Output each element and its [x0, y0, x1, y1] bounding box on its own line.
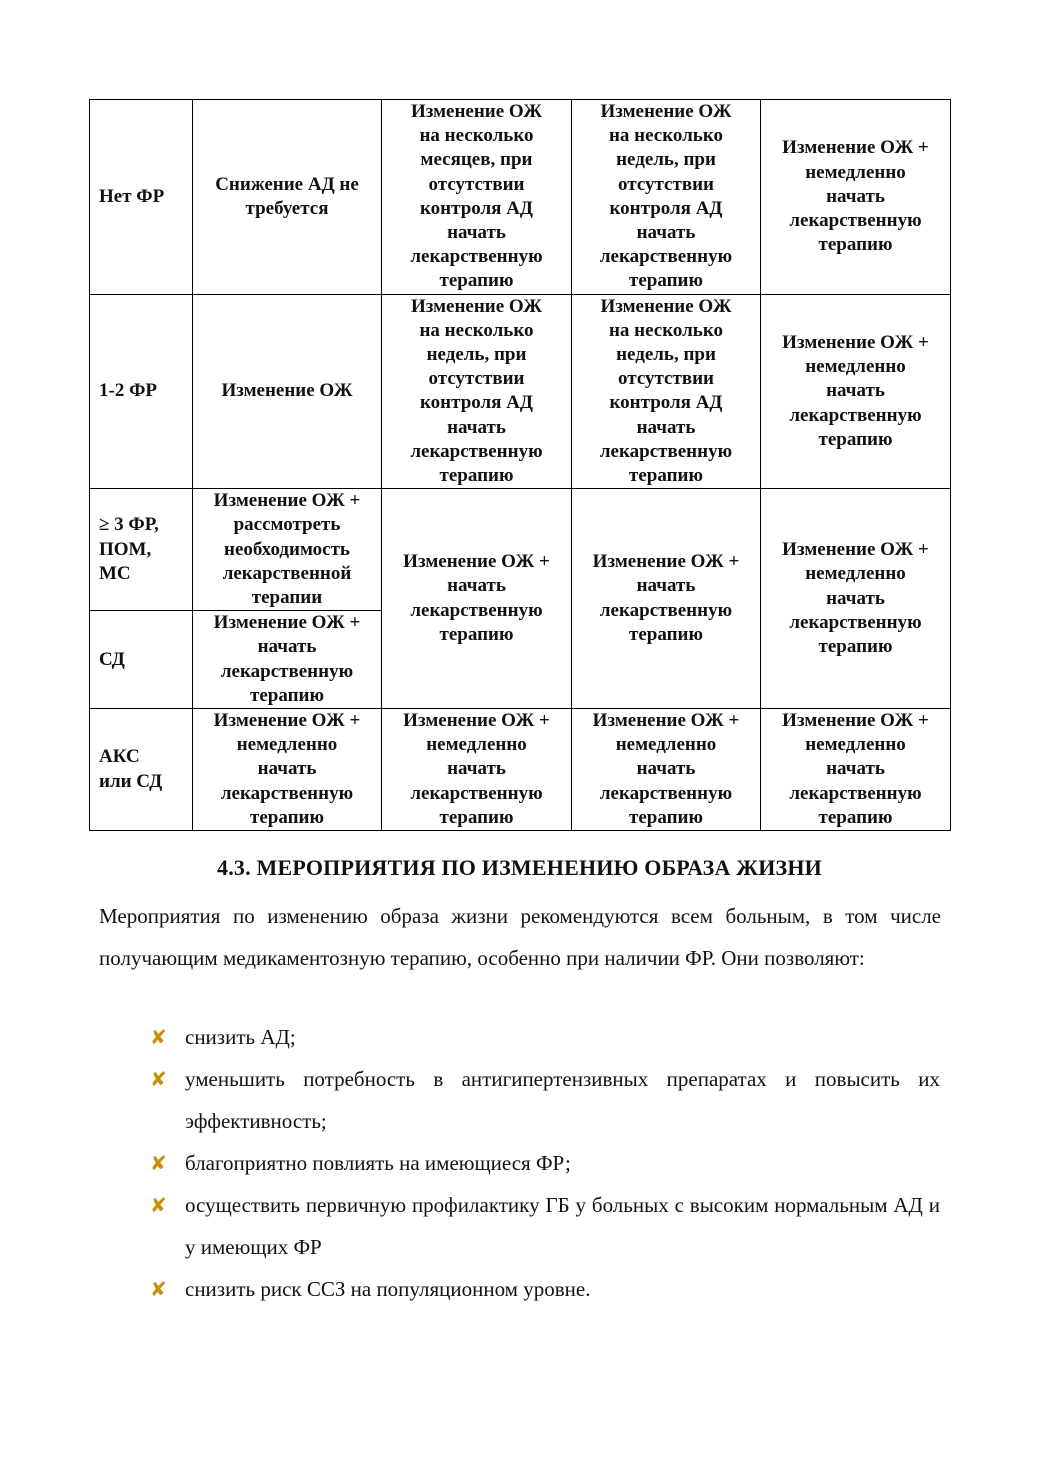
table-cell-merged: Изменение ОЖ + начать лекарственную терапию: [572, 489, 761, 709]
table-cell-merged: Изменение ОЖ + начать лекарственную терапию: [382, 489, 572, 709]
row-header: АКС или СД: [90, 709, 193, 831]
table-row: [90, 489, 951, 611]
list-item-text: осуществить первичную профилактику ГБ у больных с высоким нормальным АД и у имеющих ФР: [185, 1193, 940, 1259]
list-item-text: уменьшить потребность в антигипертензивных препаратах и повысить их эффективность;: [185, 1067, 940, 1133]
table-row: [90, 294, 951, 489]
cross-bullet-icon: ✘: [150, 1151, 167, 1175]
table-row: [90, 709, 951, 831]
intro-paragraph: Мероприятия по изменению образа жизни рекомендуются всем больным, в том числе получающим медикаментозную терапию, особенно при наличии ФР. Они позволяют:: [99, 904, 941, 970]
row-header: ≥ 3 ФР, ПОМ, МС: [90, 489, 193, 611]
row-header: СД: [90, 611, 193, 709]
list-item-text: снизить риск ССЗ на популяционном уровне.: [185, 1277, 591, 1301]
table-cell: Изменение ОЖ + немедленно начать лекарственную терапию: [761, 709, 951, 831]
table-cell: Изменение ОЖ на несколько недель, при отсутствии контроля АД начать лекарственную терапию: [572, 100, 761, 295]
cross-bullet-icon: ✘: [150, 1277, 167, 1301]
table-cell-merged: Изменение ОЖ + немедленно начать лекарственную терапию: [761, 489, 951, 709]
list-item: [150, 1184, 940, 1268]
row-header: 1-2 ФР: [90, 294, 193, 489]
table-cell: Изменение ОЖ + немедленно начать лекарственную терапию: [193, 709, 382, 831]
table-cell: Изменение ОЖ на несколько недель, при отсутствии контроля АД начать лекарственную терапию: [572, 294, 761, 489]
risk-treatment-table: [89, 99, 951, 831]
table-cell: Изменение ОЖ на несколько месяцев, при отсутствии контроля АД начать лекарственную терапию: [382, 100, 572, 295]
table-cell: Изменение ОЖ + немедленно начать лекарственную терапию: [761, 294, 951, 489]
benefits-list: [150, 1016, 940, 1310]
table-row: [90, 100, 951, 295]
table-cell: Изменение ОЖ на несколько недель, при отсутствии контроля АД начать лекарственную терапию: [382, 294, 572, 489]
table-cell: Изменение ОЖ + начать лекарственную терапию: [193, 611, 382, 709]
table-cell: Изменение ОЖ: [193, 294, 382, 489]
table-cell: Изменение ОЖ + рассмотреть необходимость лекарственной терапии: [193, 489, 382, 611]
cross-bullet-icon: ✘: [150, 1025, 167, 1049]
cross-bullet-icon: ✘: [150, 1067, 167, 1091]
list-item: [150, 1268, 940, 1310]
table-cell: Изменение ОЖ + немедленно начать лекарственную терапию: [761, 100, 951, 295]
table-cell: Снижение АД не требуется: [193, 100, 382, 295]
row-header: Нет ФР: [90, 100, 193, 295]
list-item-text: благоприятно повлиять на имеющиеся ФР;: [185, 1151, 571, 1175]
list-item: [150, 1142, 940, 1184]
table-cell: Изменение ОЖ + немедленно начать лекарственную терапию: [572, 709, 761, 831]
section-heading: 4.3. МЕРОПРИЯТИЯ ПО ИЗМЕНЕНИЮ ОБРАЗА ЖИЗНИ: [217, 855, 822, 880]
list-item-text: снизить АД;: [185, 1025, 296, 1049]
cross-bullet-icon: ✘: [150, 1193, 167, 1217]
table-cell: Изменение ОЖ + немедленно начать лекарственную терапию: [382, 709, 572, 831]
list-item: [150, 1058, 940, 1142]
list-item: [150, 1016, 940, 1058]
